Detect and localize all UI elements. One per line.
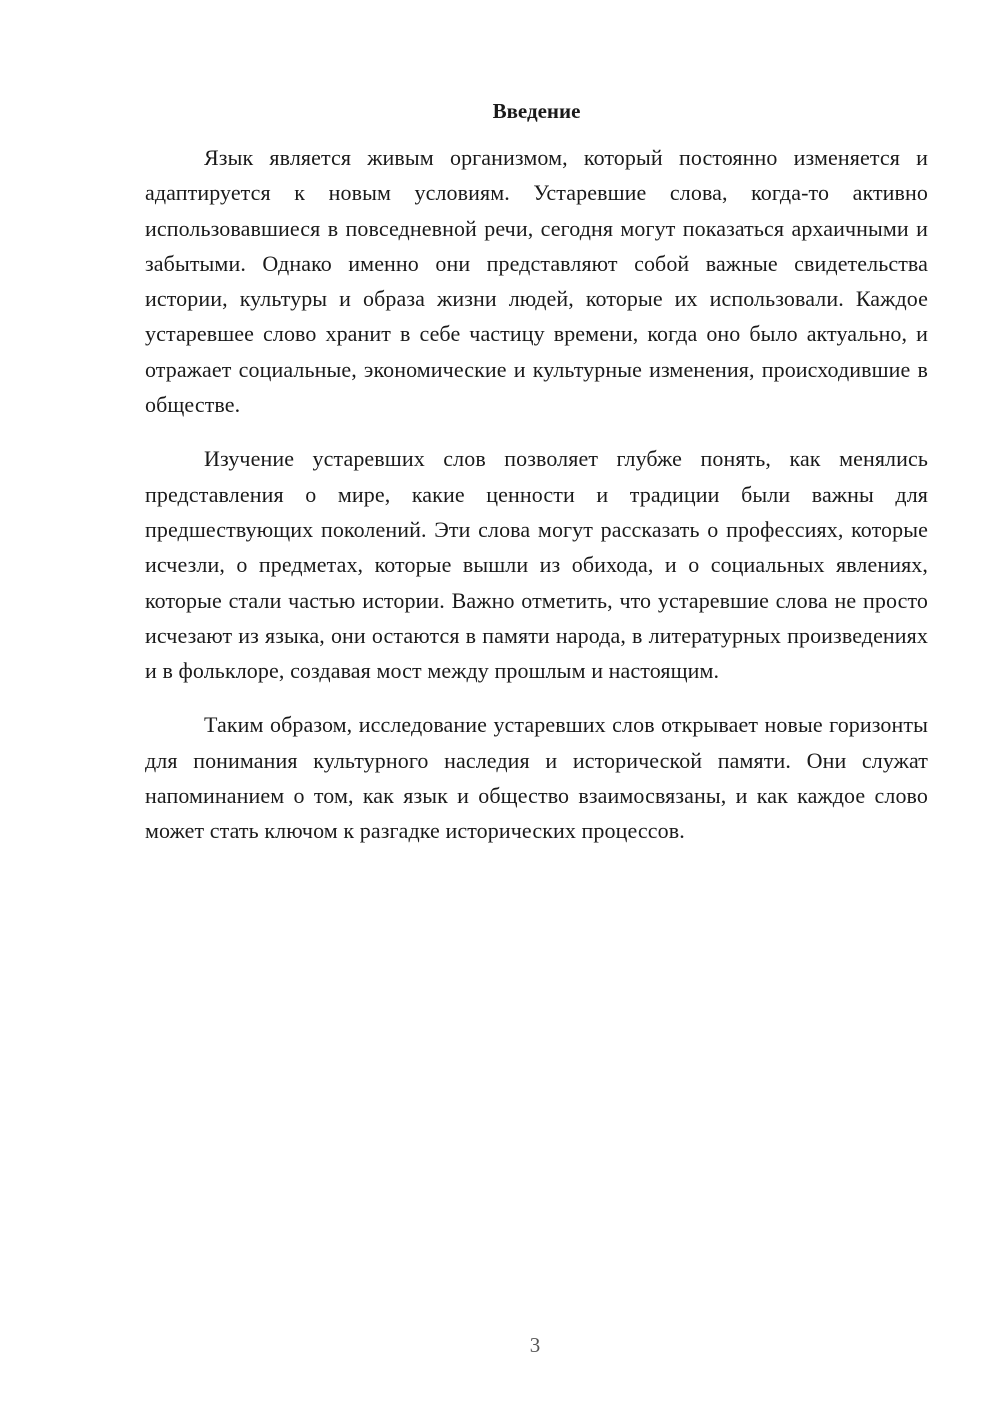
paragraph-1: Язык является живым организмом, который постоянно изменяется и адаптируется к новым условиям. Устаревшие слова, когда-то активно использовавшиеся в повседневной речи, сегодня могут показаться архаичными и забытыми. Однако именно они представляют собой важные свидетельства истории, культуры и образа жизни людей, которые их использовали. Каждое устаревшее слово хранит в себе частицу времени, когда оно было актуально, и отражает социальные, экономические и культурные изменения, происходившие в обществе. (145, 145, 928, 418)
page-title: Введение (492, 99, 581, 123)
paragraph-3: Таким образом, исследование устаревших слов открывает новые горизонты для понимания культурного наследия и исторической памяти. Они служат напоминанием о том, как язык и общество взаимосвязаны, и как каждое слово может стать ключом к разгадке исторических процессов. (145, 712, 928, 844)
page-number: 3 (529, 1333, 541, 1357)
paragraph-2: Изучение устаревших слов позволяет глубже понять, как менялись представления о мире, какие ценности и традиции были важны для предшествующих поколений. Эти слова могут рассказать о профессиях, которые исчезли, о предметах, которые вышли из обихода, и о социальных явлениях, которые стали частью истории. Важно отметить, что устаревшие слова не просто исчезают из языка, они остаются в памяти народа, в литературных произведениях и в фольклоре, создавая мост между прошлым и настоящим. (145, 446, 928, 684)
page-content (145, 96, 928, 868)
